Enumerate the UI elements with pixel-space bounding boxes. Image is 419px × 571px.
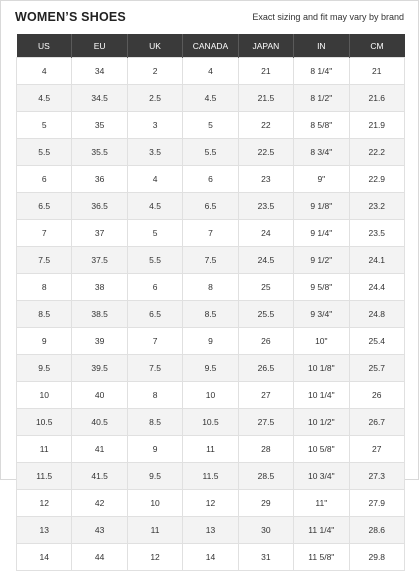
cell-canada: 11 bbox=[183, 436, 238, 463]
cell-in: 8 1/2" bbox=[294, 85, 349, 112]
cell-uk: 8 bbox=[127, 382, 182, 409]
cell-uk: 6 bbox=[127, 274, 182, 301]
cell-cm: 24.8 bbox=[349, 301, 404, 328]
sizing-note: Exact sizing and fit may vary by brand bbox=[252, 12, 404, 22]
column-header-japan: JAPAN bbox=[238, 34, 293, 58]
cell-in: 9 3/4" bbox=[294, 301, 349, 328]
cell-cm: 21.9 bbox=[349, 112, 404, 139]
cell-japan: 21.5 bbox=[238, 85, 293, 112]
cell-cm: 27.3 bbox=[349, 463, 404, 490]
cell-uk: 9 bbox=[127, 436, 182, 463]
cell-japan: 31 bbox=[238, 544, 293, 571]
table-row bbox=[17, 220, 405, 247]
cell-us: 4.5 bbox=[17, 85, 72, 112]
cell-in: 8 1/4" bbox=[294, 58, 349, 85]
cell-us: 7.5 bbox=[17, 247, 72, 274]
cell-cm: 25.7 bbox=[349, 355, 404, 382]
cell-in: 8 3/4" bbox=[294, 139, 349, 166]
table-row bbox=[17, 544, 405, 571]
cell-eu: 38.5 bbox=[72, 301, 127, 328]
cell-japan: 29 bbox=[238, 490, 293, 517]
cell-canada: 4 bbox=[183, 58, 238, 85]
cell-japan: 26.5 bbox=[238, 355, 293, 382]
cell-japan: 30 bbox=[238, 517, 293, 544]
cell-cm: 23.2 bbox=[349, 193, 404, 220]
cell-in: 11" bbox=[294, 490, 349, 517]
cell-eu: 37.5 bbox=[72, 247, 127, 274]
cell-in: 11 5/8" bbox=[294, 544, 349, 571]
cell-in: 9 1/2" bbox=[294, 247, 349, 274]
cell-us: 10.5 bbox=[17, 409, 72, 436]
cell-cm: 27.9 bbox=[349, 490, 404, 517]
cell-japan: 22 bbox=[238, 112, 293, 139]
cell-eu: 43 bbox=[72, 517, 127, 544]
table-row bbox=[17, 409, 405, 436]
cell-canada: 6 bbox=[183, 166, 238, 193]
table-row bbox=[17, 490, 405, 517]
cell-eu: 35.5 bbox=[72, 139, 127, 166]
cell-us: 9 bbox=[17, 328, 72, 355]
cell-us: 11 bbox=[17, 436, 72, 463]
cell-eu: 39.5 bbox=[72, 355, 127, 382]
cell-cm: 21 bbox=[349, 58, 404, 85]
cell-eu: 37 bbox=[72, 220, 127, 247]
table-row bbox=[17, 247, 405, 274]
cell-us: 5.5 bbox=[17, 139, 72, 166]
cell-eu: 41 bbox=[72, 436, 127, 463]
cell-uk: 10 bbox=[127, 490, 182, 517]
cell-japan: 24 bbox=[238, 220, 293, 247]
cell-in: 11 1/4" bbox=[294, 517, 349, 544]
cell-canada: 10 bbox=[183, 382, 238, 409]
cell-eu: 41.5 bbox=[72, 463, 127, 490]
cell-uk: 7 bbox=[127, 328, 182, 355]
table-row bbox=[17, 463, 405, 490]
cell-uk: 2.5 bbox=[127, 85, 182, 112]
cell-japan: 25 bbox=[238, 274, 293, 301]
cell-canada: 6.5 bbox=[183, 193, 238, 220]
cell-canada: 5 bbox=[183, 112, 238, 139]
cell-canada: 10.5 bbox=[183, 409, 238, 436]
cell-canada: 13 bbox=[183, 517, 238, 544]
cell-us: 10 bbox=[17, 382, 72, 409]
table-row bbox=[17, 112, 405, 139]
cell-in: 10 3/4" bbox=[294, 463, 349, 490]
cell-eu: 36.5 bbox=[72, 193, 127, 220]
cell-canada: 9 bbox=[183, 328, 238, 355]
table-row bbox=[17, 274, 405, 301]
cell-canada: 7 bbox=[183, 220, 238, 247]
cell-in: 9 5/8" bbox=[294, 274, 349, 301]
cell-canada: 11.5 bbox=[183, 463, 238, 490]
cell-canada: 14 bbox=[183, 544, 238, 571]
cell-in: 10" bbox=[294, 328, 349, 355]
cell-uk: 12 bbox=[127, 544, 182, 571]
cell-eu: 36 bbox=[72, 166, 127, 193]
cell-us: 12 bbox=[17, 490, 72, 517]
cell-cm: 29.8 bbox=[349, 544, 404, 571]
cell-uk: 6.5 bbox=[127, 301, 182, 328]
cell-us: 9.5 bbox=[17, 355, 72, 382]
column-header-uk: UK bbox=[127, 34, 182, 58]
table-row bbox=[17, 193, 405, 220]
table-row bbox=[17, 355, 405, 382]
cell-in: 10 5/8" bbox=[294, 436, 349, 463]
column-header-canada: CANADA bbox=[183, 34, 238, 58]
cell-canada: 8.5 bbox=[183, 301, 238, 328]
cell-cm: 24.4 bbox=[349, 274, 404, 301]
cell-canada: 5.5 bbox=[183, 139, 238, 166]
cell-in: 10 1/2" bbox=[294, 409, 349, 436]
cell-eu: 34.5 bbox=[72, 85, 127, 112]
cell-cm: 22.9 bbox=[349, 166, 404, 193]
cell-cm: 26.7 bbox=[349, 409, 404, 436]
size-table bbox=[16, 34, 405, 571]
cell-japan: 27 bbox=[238, 382, 293, 409]
cell-uk: 7.5 bbox=[127, 355, 182, 382]
cell-in: 9 1/4" bbox=[294, 220, 349, 247]
cell-us: 8.5 bbox=[17, 301, 72, 328]
cell-eu: 38 bbox=[72, 274, 127, 301]
table-row bbox=[17, 436, 405, 463]
cell-us: 4 bbox=[17, 58, 72, 85]
cell-cm: 23.5 bbox=[349, 220, 404, 247]
table-row bbox=[17, 166, 405, 193]
cell-eu: 42 bbox=[72, 490, 127, 517]
cell-us: 11.5 bbox=[17, 463, 72, 490]
cell-japan: 25.5 bbox=[238, 301, 293, 328]
cell-uk: 5 bbox=[127, 220, 182, 247]
cell-eu: 34 bbox=[72, 58, 127, 85]
table-row bbox=[17, 58, 405, 85]
cell-uk: 3.5 bbox=[127, 139, 182, 166]
cell-canada: 8 bbox=[183, 274, 238, 301]
cell-uk: 4 bbox=[127, 166, 182, 193]
column-header-cm: CM bbox=[349, 34, 404, 58]
cell-us: 7 bbox=[17, 220, 72, 247]
cell-eu: 39 bbox=[72, 328, 127, 355]
cell-japan: 27.5 bbox=[238, 409, 293, 436]
cell-us: 6 bbox=[17, 166, 72, 193]
cell-uk: 4.5 bbox=[127, 193, 182, 220]
cell-cm: 25.4 bbox=[349, 328, 404, 355]
cell-cm: 28.6 bbox=[349, 517, 404, 544]
cell-us: 5 bbox=[17, 112, 72, 139]
cell-eu: 40 bbox=[72, 382, 127, 409]
table-row bbox=[17, 382, 405, 409]
cell-japan: 28.5 bbox=[238, 463, 293, 490]
table-row bbox=[17, 301, 405, 328]
cell-eu: 44 bbox=[72, 544, 127, 571]
cell-japan: 22.5 bbox=[238, 139, 293, 166]
page-title: WOMEN’S SHOES bbox=[15, 10, 126, 24]
table-row bbox=[17, 85, 405, 112]
cell-in: 10 1/4" bbox=[294, 382, 349, 409]
cell-in: 8 5/8" bbox=[294, 112, 349, 139]
cell-japan: 28 bbox=[238, 436, 293, 463]
cell-us: 8 bbox=[17, 274, 72, 301]
cell-uk: 3 bbox=[127, 112, 182, 139]
cell-canada: 12 bbox=[183, 490, 238, 517]
cell-japan: 23.5 bbox=[238, 193, 293, 220]
table-row bbox=[17, 517, 405, 544]
cell-eu: 40.5 bbox=[72, 409, 127, 436]
cell-cm: 24.1 bbox=[349, 247, 404, 274]
cell-uk: 5.5 bbox=[127, 247, 182, 274]
cell-uk: 2 bbox=[127, 58, 182, 85]
cell-uk: 8.5 bbox=[127, 409, 182, 436]
table-body bbox=[17, 58, 405, 571]
cell-in: 9" bbox=[294, 166, 349, 193]
cell-japan: 23 bbox=[238, 166, 293, 193]
cell-cm: 21.6 bbox=[349, 85, 404, 112]
cell-us: 14 bbox=[17, 544, 72, 571]
table-row bbox=[17, 328, 405, 355]
cell-in: 9 1/8" bbox=[294, 193, 349, 220]
cell-cm: 27 bbox=[349, 436, 404, 463]
cell-uk: 9.5 bbox=[127, 463, 182, 490]
cell-us: 6.5 bbox=[17, 193, 72, 220]
table-row bbox=[17, 139, 405, 166]
cell-cm: 22.2 bbox=[349, 139, 404, 166]
column-header-in: IN bbox=[294, 34, 349, 58]
cell-us: 13 bbox=[17, 517, 72, 544]
cell-japan: 24.5 bbox=[238, 247, 293, 274]
table-header-row bbox=[17, 34, 405, 58]
cell-canada: 7.5 bbox=[183, 247, 238, 274]
cell-cm: 26 bbox=[349, 382, 404, 409]
cell-japan: 21 bbox=[238, 58, 293, 85]
column-header-eu: EU bbox=[72, 34, 127, 58]
cell-japan: 26 bbox=[238, 328, 293, 355]
column-header-us: US bbox=[17, 34, 72, 58]
cell-uk: 11 bbox=[127, 517, 182, 544]
cell-canada: 4.5 bbox=[183, 85, 238, 112]
cell-canada: 9.5 bbox=[183, 355, 238, 382]
cell-eu: 35 bbox=[72, 112, 127, 139]
cell-in: 10 1/8" bbox=[294, 355, 349, 382]
